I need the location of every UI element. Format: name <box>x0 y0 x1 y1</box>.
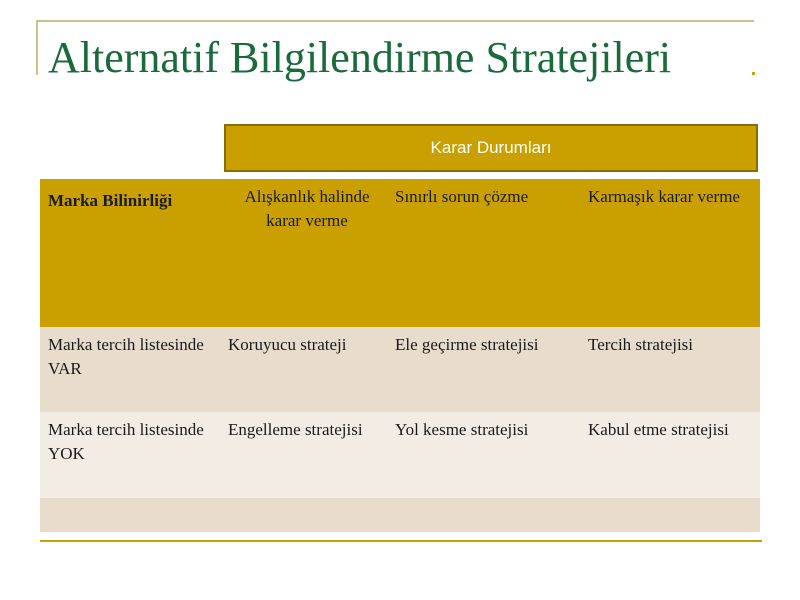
row-label: Marka tercih listesinde YOK <box>48 420 204 463</box>
table-row <box>40 412 760 498</box>
column-header-habitual: Alışkanlık halinde karar verme <box>244 187 370 230</box>
table-cell: Kabul etme stratejisi <box>588 420 729 439</box>
row-label: Marka tercih listesinde VAR <box>48 335 204 378</box>
table-cell: Koruyucu strateji <box>228 335 347 354</box>
brand-awareness-header: Marka Bilinirliği <box>48 191 173 210</box>
table-header-row <box>40 179 760 327</box>
table-bottom-border <box>40 540 762 542</box>
table-cell: Ele geçirme stratejisi <box>395 335 539 354</box>
decision-situations-header <box>224 124 758 172</box>
table-empty-row <box>40 498 760 532</box>
column-header-complex: Karmaşık karar verme <box>588 187 740 206</box>
table-cell: Tercih stratejisi <box>588 335 694 354</box>
slide-title: Alternatif Bilgilendirme Stratejileri <box>48 33 672 82</box>
table-cell: Engelleme stratejisi <box>228 420 363 439</box>
table-row <box>40 327 760 412</box>
frame-left-line <box>36 20 38 75</box>
column-header-limited: Sınırlı sorun çözme <box>395 187 529 206</box>
frame-corner-dot <box>752 72 755 75</box>
decision-situations-label: Karar Durumları <box>430 138 552 157</box>
table-cell: Yol kesme stratejisi <box>395 420 529 439</box>
frame-top-line <box>36 20 754 22</box>
